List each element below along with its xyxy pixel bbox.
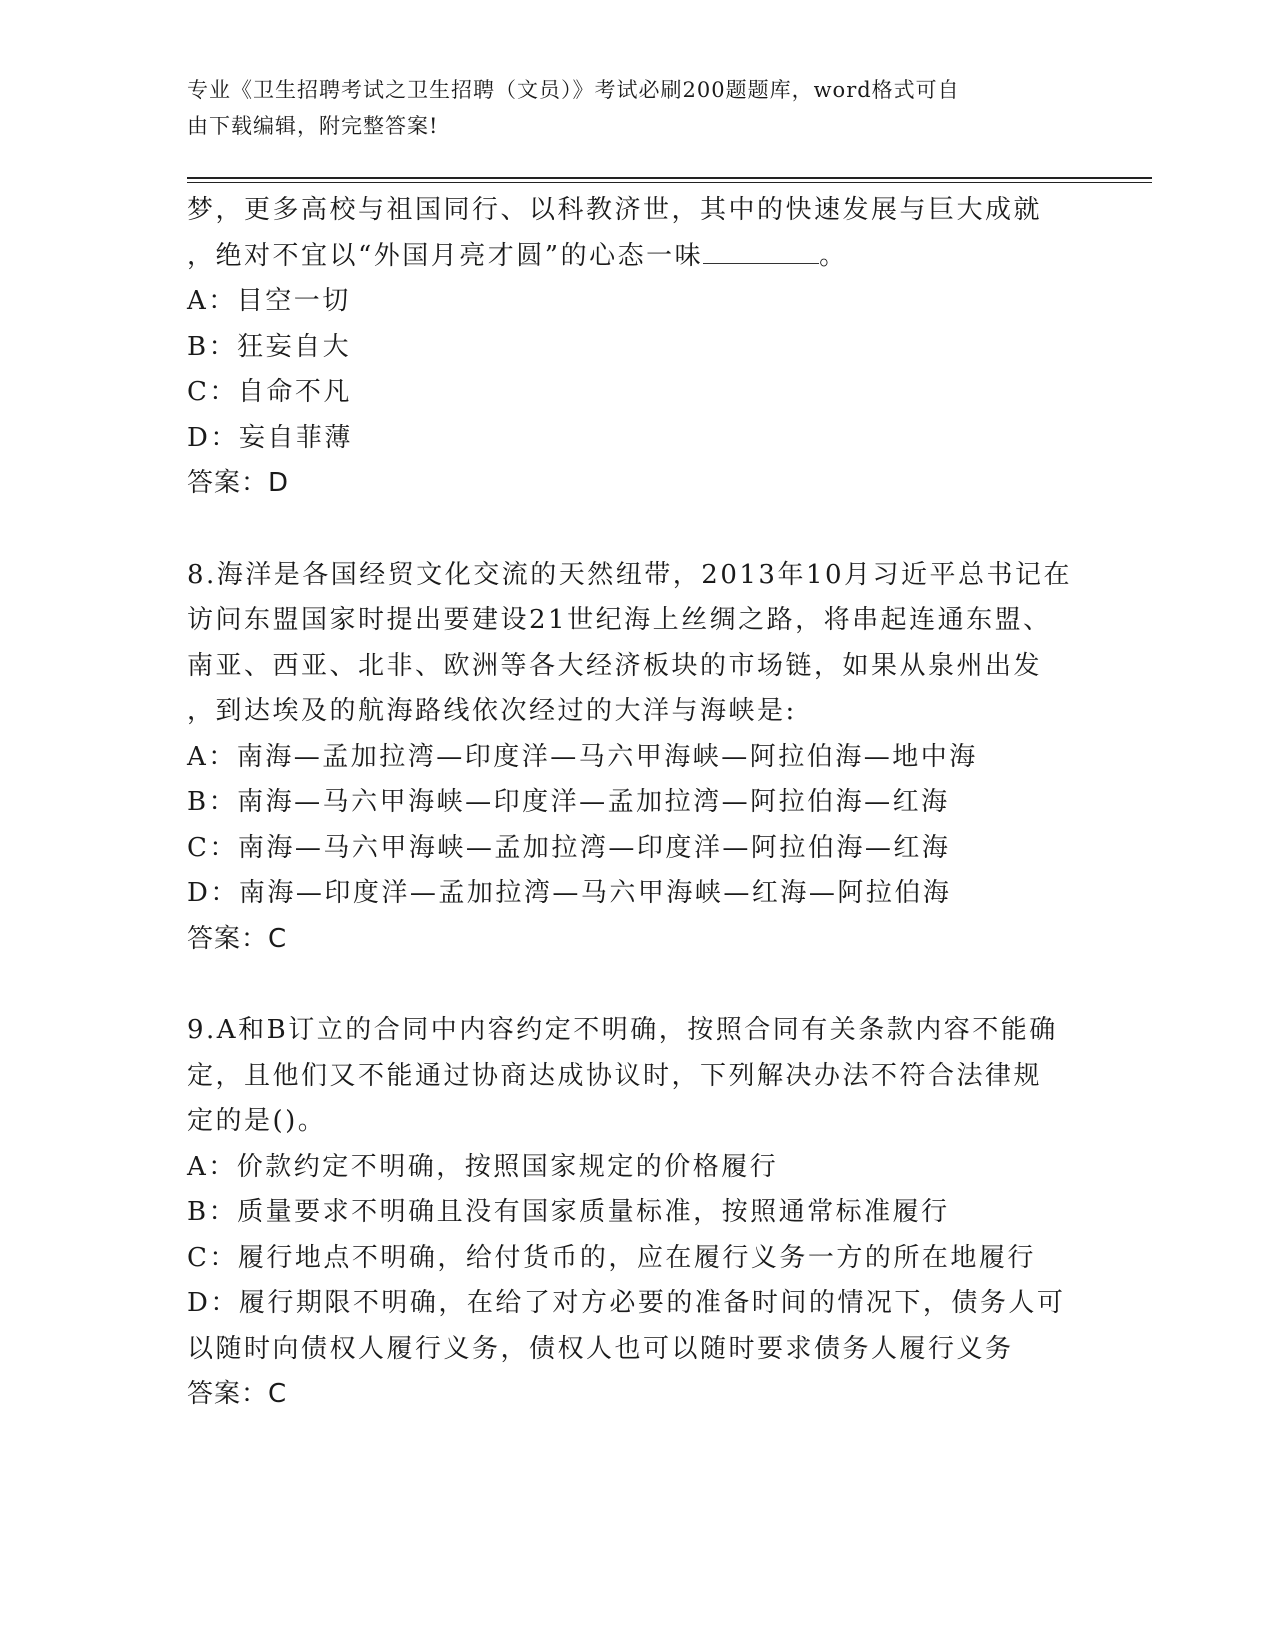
question-text-line: 8.海洋是各国经贸文化交流的天然纽带，2013年10月习近平总书记在 bbox=[187, 559, 1073, 590]
option-b: B：质量要求不明确且没有国家质量标准，按照通常标准履行 bbox=[187, 1197, 950, 1227]
option-d: D：履行期限不明确，在给了对方必要的准备时间的情况下，债务人可 bbox=[187, 1288, 1066, 1318]
question-text: ，绝对不宜以“外国月亮才圆”的心态一味 bbox=[187, 240, 704, 271]
question-text-line bbox=[187, 234, 1087, 280]
answer: 答案：C bbox=[187, 923, 288, 954]
answer: 答案：D bbox=[187, 468, 290, 498]
document-body bbox=[187, 188, 1087, 1418]
option-a: A：价款约定不明确，按照国家规定的价格履行 bbox=[187, 1151, 779, 1182]
option-d-continued: 以随时向债权人履行义务，债权人也可以随时要求债务人履行义务 bbox=[187, 1333, 1014, 1364]
option-d: D：妄自菲薄 bbox=[187, 422, 353, 453]
question-text-line: 梦，更多高校与祖国同行、以科教济世，其中的快速发展与巨大成就 bbox=[187, 195, 1043, 225]
question-text: 。 bbox=[819, 240, 848, 271]
option-c: C：履行地点不明确，给付货币的，应在履行义务一方的所在地履行 bbox=[187, 1242, 1036, 1273]
fill-in-blank bbox=[703, 241, 819, 264]
question-text-line: 访问东盟国家时提出要建设21世纪海上丝绸之路，将串起连通东盟、 bbox=[187, 605, 1052, 635]
header-divider bbox=[187, 177, 1152, 183]
option-d: D：南海—印度洋—孟加拉湾—马六甲海峡—红海—阿拉伯海 bbox=[187, 878, 952, 908]
option-c: C：南海—马六甲海峡—孟加拉湾—印度洋—阿拉伯海—红海 bbox=[187, 832, 951, 863]
header-title-line-1: 专业《卫生招聘考试之卫生招聘（文员）》考试必刷200题题库，word格式可自 bbox=[187, 78, 960, 102]
option-b: B：南海—马六甲海峡—印度洋—孟加拉湾—阿拉伯海—红海 bbox=[187, 787, 950, 817]
question-text-line: 定，且他们又不能通过协商达成协议时，下列解决办法不符合法律规 bbox=[187, 1060, 1043, 1091]
page-header bbox=[187, 72, 1067, 144]
option-b: B：狂妄自大 bbox=[187, 331, 352, 362]
header-title-line-2: 由下载编辑，附完整答案! bbox=[187, 114, 439, 138]
question-7 bbox=[187, 188, 1087, 507]
question-text-line: 南亚、西亚、北非、欧洲等各大经济板块的市场链，如果从泉州出发 bbox=[187, 650, 1043, 681]
question-text-line: ，到达埃及的航海路线依次经过的大洋与海峡是: bbox=[187, 696, 797, 726]
option-a: A：目空一切 bbox=[187, 286, 351, 316]
question-9 bbox=[187, 1008, 1087, 1418]
option-c: C：自命不凡 bbox=[187, 377, 352, 407]
answer: 答案：C bbox=[187, 1379, 288, 1409]
question-text-line: 定的是()。 bbox=[187, 1106, 327, 1136]
option-a: A：南海—孟加拉湾—印度洋—马六甲海峡—阿拉伯海—地中海 bbox=[187, 741, 978, 772]
question-text-line: 9.A和B订立的合同中内容约定不明确，按照合同有关条款内容不能确 bbox=[187, 1015, 1058, 1045]
question-8 bbox=[187, 553, 1087, 963]
